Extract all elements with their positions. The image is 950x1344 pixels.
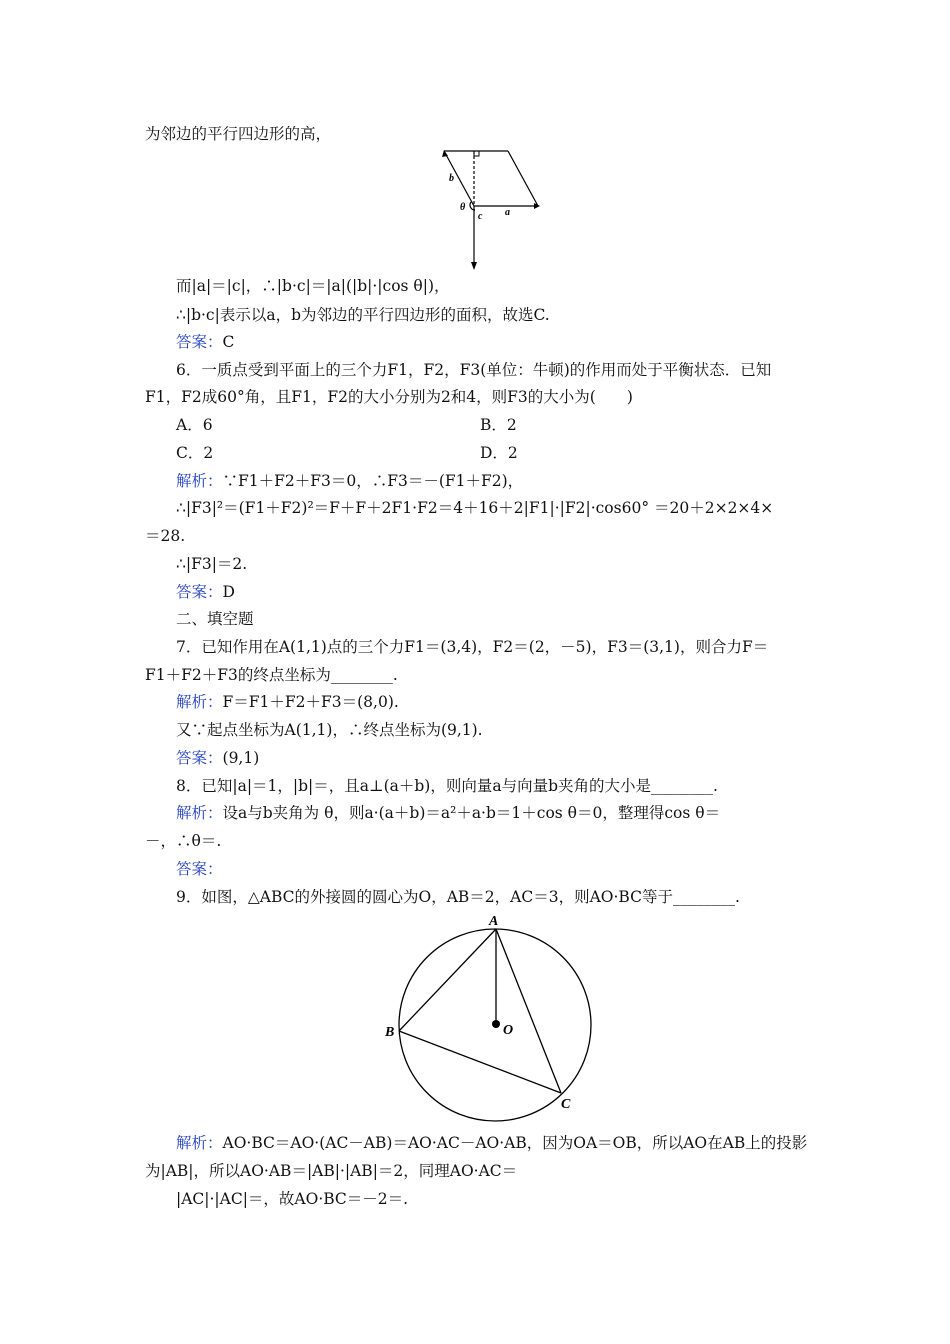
analysis-6-line2: ∴|F3|²＝(F1＋F2)²＝F＋F＋2F1·F2＝4＋16＋2|F1|·|F2|·cos60° ＝20＋2×2×4× (176, 499, 774, 517)
label-C: C (561, 1097, 571, 1112)
analysis-6-line3: ＝28. (145, 527, 186, 545)
option-a: A．6 (176, 416, 213, 434)
analysis-8-line2: －，∴θ＝. (145, 832, 222, 850)
question-6-cont: F1，F2成60°角，且F1，F2的大小分别为2和4，则F3的大小为( ) (145, 388, 633, 406)
answer-6: 答案：D (176, 583, 235, 601)
answer-7: 答案：(9,1) (176, 749, 260, 767)
analysis-7-line2: 又∵起点坐标为A(1,1)，∴终点坐标为(9,1). (176, 721, 483, 739)
label-A: A (489, 914, 499, 929)
analysis-6: 解析：∵F1＋F2＋F3＝0，∴F3＝－(F1＋F2)， (176, 472, 524, 490)
section-title: 二、填空题 (176, 610, 254, 628)
question-7: 7．已知作用在A(1,1)点的三个力F1＝(3,4)，F2＝(2，－5)，F3＝(3,1)，则合力F＝ (176, 638, 769, 656)
answer-label: 答案： (176, 333, 223, 351)
question-7-cont: F1＋F2＋F3的终点坐标为________. (145, 666, 398, 684)
label-b: b (449, 173, 454, 184)
parallelogram-figure (430, 140, 560, 275)
option-c: C．2 (176, 444, 214, 462)
analysis-7: 解析：F＝F1＋F2＋F3＝(8,0). (176, 693, 399, 711)
label-B: B (385, 1025, 395, 1040)
text-line-3: ∴|b·c|表示以a，b为邻边的平行四边形的面积，故选C. (176, 306, 550, 324)
question-9: 9．如图，△ABC的外接圆的圆心为O，AB＝2，AC＝3，则AO·BC等于________. (176, 888, 740, 906)
question-8: 8．已知|a|＝1，|b|＝，且a⊥(a＋b)，则向量a与向量b夹角的大小是________. (176, 777, 718, 795)
analysis-label: 解析： (176, 472, 223, 490)
label-a: a (505, 207, 510, 218)
label-c: c (478, 211, 483, 222)
analysis-9: 解析：AO·BC＝AO·(AC－AB)＝AO·AC－AO·AB，因为OA＝OB，所以AO在AB上的投影 (176, 1134, 808, 1152)
analysis-8: 解析：设a与b夹角为 θ，则a·(a＋b)＝a²＋a·b＝1＋cos θ＝0，整理得cos θ＝ (176, 804, 721, 822)
text-line-2: 而|a|＝|c|，∴|b·c|＝|a|(|b|·|cos θ|)， (176, 277, 450, 295)
question-6: 6．一质点受到平面上的三个力F1，F2，F3(单位：牛顿)的作用而处于平衡状态．已知 (176, 361, 772, 379)
answer-5: 答案：C (176, 333, 235, 351)
label-theta: θ (460, 202, 466, 213)
option-b: B．2 (480, 416, 517, 434)
answer-8: 答案： (176, 860, 223, 878)
analysis-6-line4: ∴|F3|＝2. (176, 555, 248, 573)
circumcircle-figure (380, 910, 610, 1125)
text-line-1: 为邻边的平行四边形的高， (145, 125, 332, 143)
analysis-9-line3: |AC|·|AC|＝，故AO·BC＝－2＝. (176, 1190, 409, 1208)
option-d: D．2 (480, 444, 518, 462)
analysis-9-line2: 为|AB|，所以AO·AB＝|AB|·|AB|＝2，同理AO·AC＝ (145, 1162, 518, 1180)
label-O: O (503, 1023, 514, 1038)
